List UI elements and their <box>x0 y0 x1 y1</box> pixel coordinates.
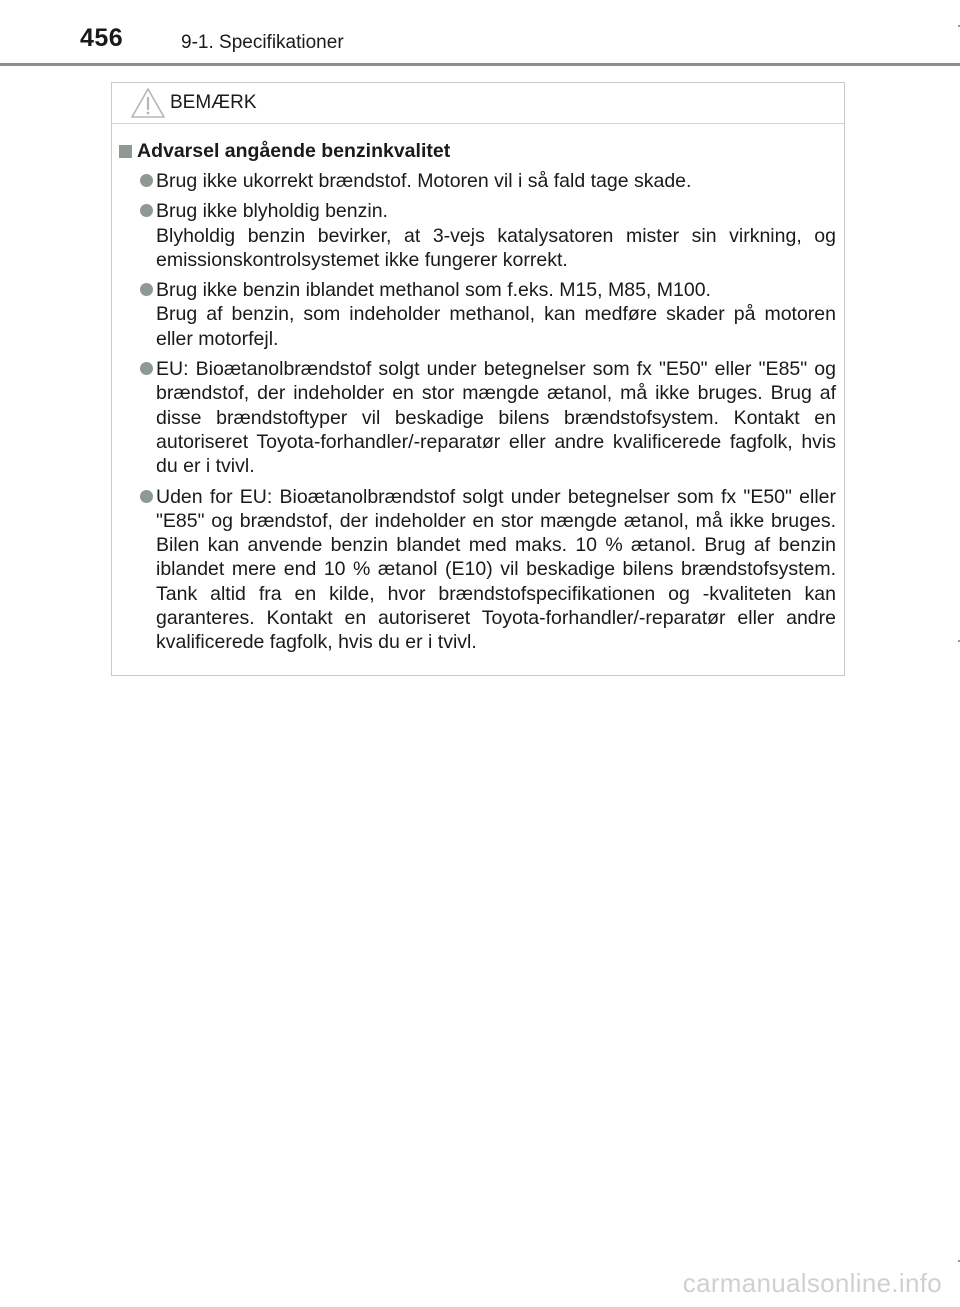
header-divider <box>0 63 960 66</box>
circle-bullet-icon <box>140 204 153 217</box>
list-item <box>112 357 844 478</box>
circle-bullet-icon <box>140 174 153 187</box>
item-text: EU: Bioætanolbrændstof solgt under betegnelser som fx "E50" eller "E85" og brændstof, der indeholder en stor mængde ætanol, må ikke bruges. Brug af disse brændstoftyper vil beskadige bilens brændstofsystem. Kontakt en autoriseret Toyota-forhandler/-reparatør eller andre kvalificerede fagfolk, hvis du er i tvivl. <box>156 358 836 478</box>
item-text: Uden for EU: Bioætanolbrændstof solgt under betegnelser som fx "E50" eller "E85" og brændstof, der indeholder en stor mængde ætanol, må ikke bruges. Bilen kan anvende benzin blandet med maks. 10 % ætanol. Brug af benzin iblandet mere end 10 % ætanol (E10) vil beskadige bilens brændstofsystem. Tank altid fra en kilde, hvor brændstofspecifikationen og -kvaliteten kan garanteres. Kontakt en autoriseret Toyota-forhandler/-reparatør eller andre kvalificerede fagfolk, hvis du er i tvivl. <box>156 485 836 654</box>
item-text: Brug ikke benzin iblandet methanol som f.eks. M15, M85, M100. <box>156 279 711 302</box>
square-bullet-icon <box>119 145 132 158</box>
circle-bullet-icon <box>140 362 153 375</box>
notice-heading <box>112 139 844 163</box>
page-header <box>0 0 960 66</box>
list-item <box>112 169 844 193</box>
notice-label: BEMÆRK <box>170 92 257 113</box>
notice-header <box>112 83 844 124</box>
footer-watermark: carmanualsonline.info <box>682 1268 942 1298</box>
page-number: 456 <box>80 24 124 52</box>
item-text: Blyholdig benzin bevirker, at 3-vejs katalysatoren mister sin virkning, og emissionskontrolsystemet ikke fungerer korrekt. <box>156 224 836 271</box>
notice-box <box>111 82 845 676</box>
section-title: 9-1. Specifikationer <box>181 32 344 53</box>
circle-bullet-icon <box>140 490 153 503</box>
notice-heading-text: Advarsel angående benzinkvalitet <box>137 140 451 162</box>
item-text: Brug ikke ukorrekt brændstof. Motoren vil i så fald tage skade. <box>156 170 692 192</box>
notice-body <box>112 139 844 661</box>
item-text: Brug ikke blyholdig benzin. <box>156 200 388 223</box>
circle-bullet-icon <box>140 283 153 296</box>
list-item <box>112 199 844 272</box>
list-item <box>112 485 844 655</box>
warning-triangle-icon <box>130 87 166 119</box>
list-item <box>112 278 844 351</box>
item-text: Brug af benzin, som indeholder methanol, kan medføre skader på motoren eller motorfejl. <box>156 303 836 350</box>
